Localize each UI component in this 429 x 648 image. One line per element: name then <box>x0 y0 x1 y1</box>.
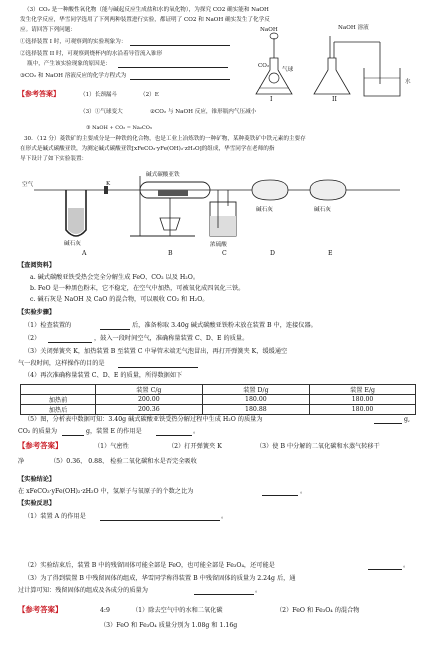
apparatus-letter-b: B <box>168 250 173 257</box>
step3-line1: （3）关闭弹簧夹 K，加热装置 B 至装置 C 中导管末端无气泡冒出，再打开弹簧夹 K，缓缓通空 <box>24 348 288 355</box>
answer2-a2: （2）打开弹簧夹 K <box>168 443 222 450</box>
step2-text: ，鼓入一段时间空气，准确称量装置 C、D、E 的质量。 <box>94 335 249 342</box>
step1-part-a: （1）检查装置的 <box>24 322 72 329</box>
conclusion-line1: 在 xFeCO₃·yFe(OH)₂·zH₂O 中，氢原子与氧原子的个数之比为 <box>18 488 194 495</box>
table-cell: 180.00 <box>310 395 416 405</box>
blank <box>262 489 298 496</box>
label-clamp-k: K <box>106 181 111 187</box>
q30-line1: 30．（12 分）菱铁矿的主要成分是一种铁的化合物，也是工业上冶炼铁的一种矿物，某种菱铁矿中铁元素的主要存 <box>24 136 306 142</box>
answer-label-1: 【参考答案】 <box>18 89 60 98</box>
label-air: 空气 <box>22 182 34 188</box>
answer3-a3: （3）FeO 和 Fe₃O₄ 质量分别为 1.08g 和 1.16g <box>100 622 238 629</box>
apparatus-letter-a: A <box>82 250 87 257</box>
apparatus-letter-d: D <box>270 250 275 257</box>
table-header-row <box>21 385 416 395</box>
mass-data-table <box>20 384 416 415</box>
blank <box>62 429 84 436</box>
q30-line2: 在形式是碱式碳酸亚铁，为测定碱式碳酸亚铁[xFeCO₃·yFe(OH)₂·zH₂O]的组成，华雪同学在老师的指 <box>20 146 275 152</box>
answer1-a2: （2）E <box>140 92 159 98</box>
step1-part-b: 后，准备称取 3.40g 碱式碳酸亚铁粉末放在装置 B 中，连接仪器。 <box>132 322 317 329</box>
blank <box>100 514 220 521</box>
step4-text: （4）再次准确称量装置 C、D、E 的质量，所得数据如下 <box>24 372 183 379</box>
fig-gas-label: 气球 <box>282 67 294 73</box>
table-row <box>21 405 416 415</box>
steps-title: 【实验步骤】 <box>18 309 56 316</box>
blank <box>374 417 402 424</box>
apparatus-letter-c: C <box>222 250 227 257</box>
info-title: 【查阅资料】 <box>18 262 56 269</box>
fig-naoh-label-1: NaOH <box>260 27 278 33</box>
answer-label-3: 【参考答案】 <box>18 605 63 614</box>
answer1-a3c: ③ NaOH + CO₂ = Na₂CO₃ <box>86 125 152 131</box>
fig-naoh-label-2: NaOH 溶液 <box>338 25 369 31</box>
label-soda-lime-a: 碱石灰 <box>64 241 81 247</box>
q3-sub2: ②选择装置 II 时，可观察到烧杯内的水沿着导管流入锥形 <box>20 51 163 57</box>
reflection-3-end: 。 <box>255 587 262 594</box>
table-cell: 加热前 <box>21 395 96 405</box>
conclusion-title: 【实验结论】 <box>18 476 56 483</box>
table-cell: 200.36 <box>96 405 203 415</box>
info-b: b. FeO 是一种黑色粉末，它不稳定，在空气中加热，可被氧化成四氧化三铁。 <box>30 285 245 292</box>
fig-water-label: 水 <box>405 79 411 85</box>
answer1-a3: （3）①气球变大 <box>80 109 123 115</box>
table-cell: 加热后 <box>21 405 96 415</box>
reflection-3-line2: 过计算可知：残留固体的组成及各成分的质量为 <box>18 587 148 594</box>
q3-sub3: ③CO₂ 和 NaOH 溶液反应的化学方程式为 <box>20 73 127 79</box>
blank <box>48 336 92 343</box>
step2-label: （2） <box>24 335 41 342</box>
answer2-a3: （3）使 B 中分解的二氧化碳和水蒸气转移干 <box>256 443 380 450</box>
blank <box>118 61 228 68</box>
answer1-a3b: ②CO₂ 与 NaOH 反应，锥形瓶内气压减小 <box>150 109 257 115</box>
table-cell: 180.00 <box>310 405 416 415</box>
answer2-a3b: 净 <box>18 458 25 465</box>
info-c: c. 碱石灰是 NaOH 及 CaO 的混合物，可以吸收 CO₂ 和 H₂O。 <box>30 296 209 303</box>
info-a: a. 碱式碳酸亚铁受热会完全分解生成 FeO、CO₂ 以及 H₂O。 <box>30 274 200 281</box>
answer2-a1: （1）气密性 <box>94 443 129 450</box>
blank <box>130 73 230 80</box>
answer3-a2: （2）FeO 和 Fe₃O₄ 的混合物 <box>276 607 360 614</box>
table-header-cell: 装置 D/g <box>202 385 309 395</box>
step5-line2c: 。 <box>193 428 200 435</box>
reflection-2: （2）实验结束后，装置 B 中的残留固体可能全部是 FeO，也可能全部是 Fe₃O₄，还可能是 <box>24 562 275 569</box>
q30-line3: 导下设计了如下实验装置： <box>20 156 88 162</box>
label-soda-lime-d: 碱石灰 <box>256 207 273 213</box>
table-header-cell <box>21 385 96 395</box>
table-header-cell: 装置 C/g <box>96 385 203 395</box>
step5-unit: g, <box>404 416 410 423</box>
table-header-cell: 装置 E/g <box>310 385 416 395</box>
blank <box>118 361 198 368</box>
table-cell: 180.88 <box>202 405 309 415</box>
fig-label-II: II <box>332 96 337 103</box>
blank <box>100 323 130 330</box>
step3-line2: 气一段时间，这样操作的目的是 <box>18 360 105 367</box>
reflection-2-end: 。 <box>403 562 410 569</box>
reflection-3-line1: （3）为了得到装置 B 中残留固体的组成，华雪同学称得装置 B 中残留固体的质量为 2.24g 后，通 <box>24 575 296 582</box>
reflection-title: 【实验反思】 <box>18 500 56 507</box>
q3-intro-line2: 发生化学反应，华雪同学选用了下列两种装置进行实验，都证明了 CO2 和 NaOH 确实发生了化学反 <box>20 17 270 23</box>
q3-sub1: ①选择装置 I 时，可观察到的实验现象为： <box>20 39 127 45</box>
answer3-a0: 4:9 <box>100 607 110 614</box>
reflection-1: （1）装置 A 的作用是 <box>24 513 86 520</box>
label-soda-lime-e: 碱石灰 <box>314 207 331 213</box>
table-cell: 180.00 <box>202 395 309 405</box>
label-basic-ferrous-carbonate: 碱式碳酸亚铁 <box>146 172 180 178</box>
table-cell: 200.00 <box>96 395 203 405</box>
answer1-a1: （1）长颈漏斗 <box>80 92 118 98</box>
answer-label-2: 【参考答案】 <box>18 441 63 450</box>
reflection-1-end: 。 <box>221 513 228 520</box>
q3-sub2b: 瓶中，产生该实验现象的原因是： <box>27 61 111 67</box>
fig-label-I: I <box>270 96 273 103</box>
apparatus-letter-e: E <box>328 250 333 257</box>
q3-intro-line3: 应。请回答下列问题： <box>20 27 76 33</box>
step5-line1: （5）图，分析表中数据可知：3.40g 碱式碳酸亚铁受热分解过程中生成 H₂O 的质量为 <box>24 416 263 423</box>
answer2-a4: （5）0.36、 0.88、 检验二氧化碳和水是否完全吸收 <box>50 458 197 465</box>
blank <box>194 588 254 595</box>
q3-intro-line1: （3）CO₂ 是一种酸性氧化物（能与碱起反应生成盐和水的氧化物），为探究 CO2 确实能和 NaOH <box>24 7 269 13</box>
blank <box>130 39 230 46</box>
step5-line2: CO₂ 的质量为 <box>18 428 58 435</box>
fig-co2-label: CO₂ <box>258 63 270 69</box>
blank <box>368 563 402 570</box>
label-conc-sulfuric-acid: 浓硫酸 <box>210 242 227 248</box>
table-row <box>21 395 416 405</box>
blank <box>156 429 192 436</box>
answer3-a1: （1）除去空气中的水和二氧化碳 <box>132 607 223 614</box>
step5-line2b: g，装置 E 的作用是 <box>86 428 142 435</box>
conclusion-end: 。 <box>300 488 307 495</box>
